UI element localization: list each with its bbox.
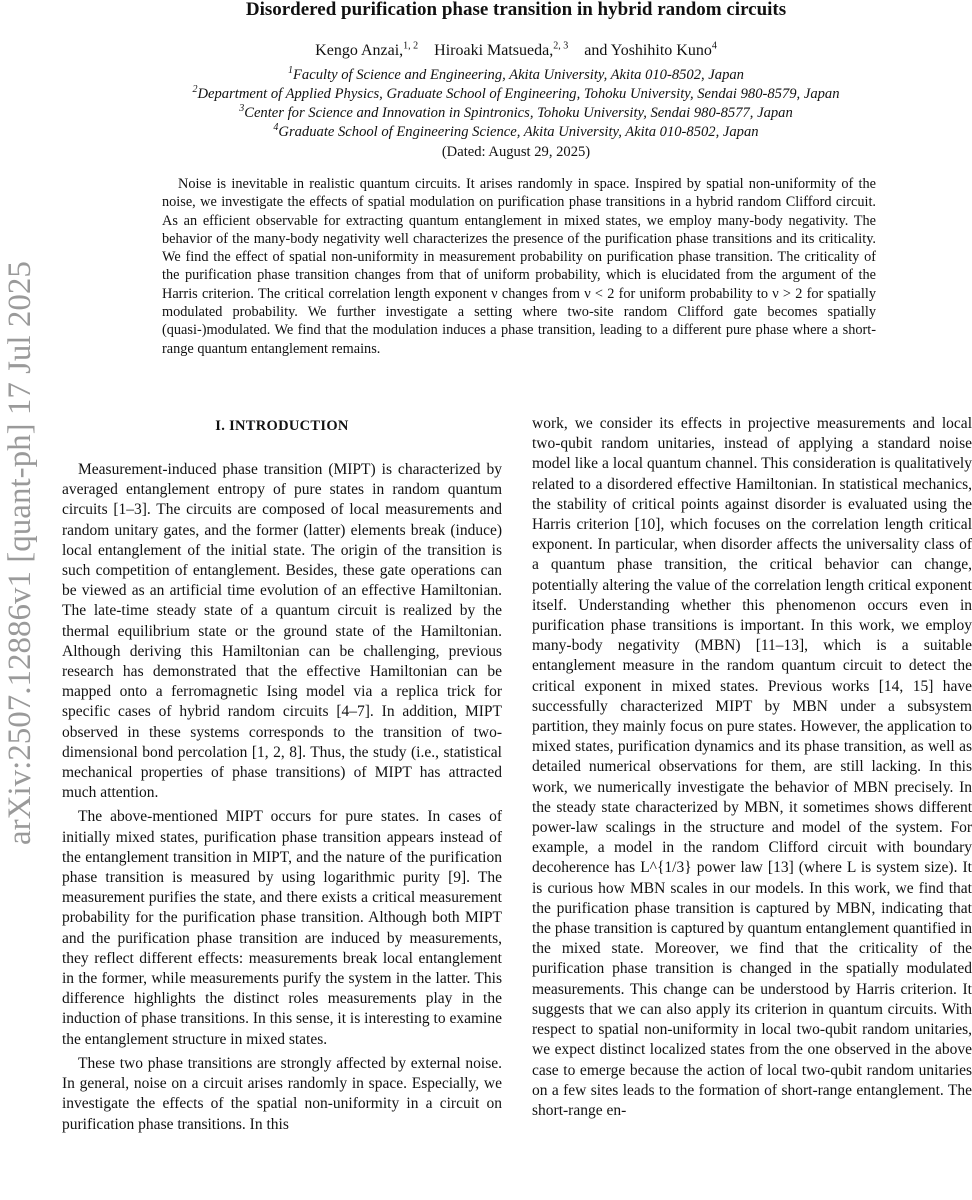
dated-line: (Dated: August 29, 2025)	[441, 144, 591, 160]
affiliation: $^2$Department of Applied Physics, Graduate School of Engineering, Tohoku University, Sendai 980-8579, Japan	[192, 84, 840, 102]
arxiv-identifier-stamp: arXiv:2507.12886v1 [quant-ph] 17 Jul 2025	[2, 261, 38, 845]
affiliation-list	[60, 66, 972, 142]
affiliation: $^3$Center for Science and Innovation in Spintronics, Tohoku University, Sendai 980-8577, Japan	[239, 103, 793, 121]
body-paragraph: These two phase transitions are strongly affected by external noise. In general, noise on a circuit arises randomly in space. Especially, we investigate the effects of the spatial non-uniformity in a circuit on purification phase transitions. In this	[62, 1054, 502, 1133]
affiliation: $^4$Graduate School of Engineering Science, Akita University, Akita 010-8502, Japan	[273, 122, 759, 140]
author-name: and Yoshihito Kuno$^4$	[584, 40, 717, 59]
paper-title: Disordered purification phase transition in hybrid random circuits	[245, 0, 787, 20]
affiliation: $^1$Faculty of Science and Engineering, Akita University, Akita 010-8502, Japan	[288, 65, 744, 83]
author-name: Kengo Anzai,$^{1, 2}$	[315, 40, 419, 59]
author-name: Hiroaki Matsueda,$^{2, 3}$	[434, 40, 569, 59]
author-list	[60, 40, 972, 62]
abstract: Noise is inevitable in realistic quantum circuits. It arises randomly in space. Inspired by spatial non-uniformity of the noise, we investigate the effects of spatial modulation on purification phase transitions in a hybrid random Clifford circuit. As an efficient observable for extracting quantum entanglement in mixed states, we employ many-body negativity. The behavior of the many-body negativity well characterizes the presence of the purification phase transitions and its criticality. We find the effect of spatial non-uniformity in measurement probability on purification phase transition. The criticality of the purification phase transition changes from that of uniform probability, which is elucidated from the argument of the Harris criterion. The critical correlation length exponent ν changes from ν < 2 for uniform probability to ν > 2 for spatially modulated probability. We further investigate a setting where two-site random Clifford gate becomes spatially (quasi-)modulated. We find that the modulation induces a phase transition, leading to a different pure phase where a short-range quantum entanglement remains.	[162, 176, 876, 357]
body-paragraph: work, we consider its effects in projective measurements and local two-qubit random unitaries, instead of applying a standard noise model like a local quantum channel. This consideration is qualitatively related to a disordered effective Hamiltonian. In statistical mechanics, the stability of critical points against disorder is evaluated using the Harris criterion [10], which focuses on the correlation length critical exponent. In particular, when disorder affects the universality class of a quantum phase transition, the critical behavior can change, potentially altering the value of the correlation length critical exponent itself. Understanding whether this phenomenon occurs even in purification phase transitions is important. In this work, we employ many-body negativity (MBN) [11–13], which is a suitable entanglement measure in the random quantum circuit to detect the critical exponent in mixed states. Previous works [14, 15] have successfully characterized MIPT by MBN under a subsystem partition, they mainly focus on pure states. However, the application to mixed states, purification dynamics and its phase transition, as well as detailed numerical observations for them, are still lacking. In this work, we numerically investigate the behavior of MBN precisely. In the steady state characterized by MBN, it sometimes shows different power-law scalings in the structure and model of the system. For example, a model in the random Clifford circuit with boundary decoherence has L^{1/3} power law [13] (where L is system size). It is curious how MBN scales in our models. In this work, we find that the purification phase transition is captured by MBN, indicating that the phase transition is captured by quantum entanglement quantified in the mixed state. Moreover, we find that the criticality of the purification phase transition is changed in the spatially modulated measurements. This change can be understood by Harris criterion. It suggests that we can also apply its criterion in quantum circuits. With respect to spatial non-uniformity in local two-qubit random unitaries, we expect distinct localized states from the one observed in the above case to emerge because the action of local two-qubit random unitaries on a few sites leads to the formation of short-range entanglement. The short-range en-	[532, 415, 972, 1119]
body-paragraph: Measurement-induced phase transition (MIPT) is characterized by averaged entanglement entropy of pure states in random quantum circuits [1–3]. The circuits are composed of local measurements and random unitary gates, and the former (latter) elements break (induce) local entanglement of the initial state. The origin of the transition is such competition of entanglement. Besides, these gate operations can be viewed as an artificial time evolution of an effective Hamiltonian. The late-time steady state of a quantum circuit is realized by the thermal equilibrium state or the ground state of the Hamiltonian. Although deriving this Hamiltonian can be challenging, previous research has demonstrated that the effective Hamiltonian can be mapped onto a ferromagnetic Ising model via a replica trick for specific cases of hybrid random circuits [4–7]. In addition, MIPT observed in these systems corresponds to the transition of two-dimensional bond percolation [1, 2, 8]. Thus, the study (i.e., statistical mechanical properties of phase transitions) of MIPT has attracted much attention.	[62, 461, 502, 802]
right-column	[532, 414, 972, 1121]
left-column	[62, 412, 502, 1135]
section-heading: I. INTRODUCTION	[215, 418, 349, 434]
body-paragraph: The above-mentioned MIPT occurs for pure states. In cases of initially mixed states, purification phase transition appears instead of the entanglement transition in MIPT, and the nature of the purification phase transition is measured by using logarithmic purity [9]. The measurement purifies the state, and there exists a critical measurement probability for the purification phase transition. Although both MIPT and the purification phase transition are induced by measurements, they reflect different effects: measurements break local entanglement in the former, while measurements purify the system in the latter. This difference highlights the distinct roles measurements play in the induction of phase transitions. In this sense, it is interesting to examine the entanglement structure in mixed states.	[62, 808, 502, 1048]
